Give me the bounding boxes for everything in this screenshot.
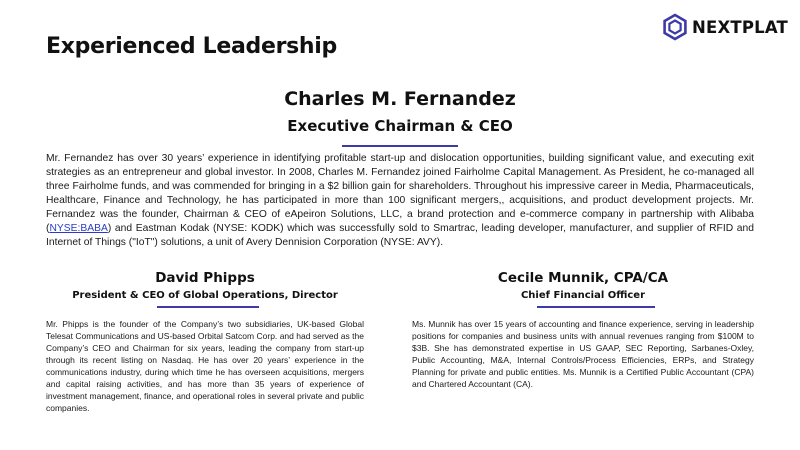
- left-leader-bio: Mr. Phipps is the founder of the Company’s two subsidiaries, UK-based Global Telesat Communications and US-based Orbital Satcom Corp. and had served as the Company’s CEO and Chairman for six years, leading the company from start-up through its recent listing on Nasdaq. He has over 20 years’ experience in the communications industry, during which time he has overseen acquisitions, mergers and capital raising activities, and has more than 35 years of experience of investment management, finance, and operational roles in several private and public companies.: [46, 319, 364, 413]
- left-leader-role: President & CEO of Global Operations, Director: [72, 290, 338, 301]
- primary-bio-text-1: Mr. Fernandez has over 30 years’ experience in identifying profitable start-up and dislocation opportunities, building significant value, and executing exit strategies as an entrepreneur and global investor. In 2008, Charles M. Fernandez joined Fairholme Capital Management. As President, he co-managed all three Fairholme funds, and was commended for bringing in a $2 billion gain for shareholders. Throughout his impressive career in Media, Pharmaceuticals, Healthcare, Finance and Technology, he has participated in more than 100 significant mergers,, acquisitions, and product development projects. Mr. Fernandez was the founder, Chairman & CEO of eApeiron Solutions, LLC, a brand protection and e-commerce company in partnership with Alibaba (: [46, 153, 754, 234]
- primary-leader-role: Executive Chairman & CEO: [287, 117, 513, 135]
- left-leader-name: David Phipps: [155, 270, 255, 286]
- page-title: Experienced Leadership: [46, 34, 337, 59]
- right-leader-name: Cecile Munnik, CPA/CA: [497, 270, 669, 286]
- primary-leader-name: Charles M. Fernandez: [284, 88, 516, 110]
- right-divider: [537, 306, 655, 308]
- hexagon-logo-icon: [661, 13, 689, 41]
- brand-logo: [661, 13, 788, 41]
- right-leader-role: Chief Financial Officer: [520, 290, 646, 301]
- primary-divider: [342, 145, 458, 147]
- left-divider: [157, 306, 259, 308]
- logo-wordmark: NEXTPLAT: [692, 17, 789, 37]
- primary-bio-text-2: ) and Eastman Kodak (NYSE: KODK) which was successfully sold to Smartrac, leading developer, manufacturer, and supplier of RFID and Internet of Things ("IoT") solutions, a unit of Avery Dennision Corporation (NYSE: AVY).: [46, 223, 754, 248]
- right-leader-bio: Ms. Munnik has over 15 years of accounting and finance experience, serving in leadership positions for companies and business units with annual revenues ranging from $100M to $3B. She has demonstrated expertise in US GAAP, SEC Reporting, Sarbanes-Oxley, Public Accounting, M&A, Internal Controls/Process Efficiencies, ERPs, and Strategy Planning for private and public entities. Ms. Munnik is a Certified Public Accountant (CPA) and Chartered Accountant (CA).: [412, 319, 754, 389]
- primary-leader-bio: [46, 152, 754, 250]
- nyse-baba-link[interactable]: NYSE:BABA: [49, 223, 108, 234]
